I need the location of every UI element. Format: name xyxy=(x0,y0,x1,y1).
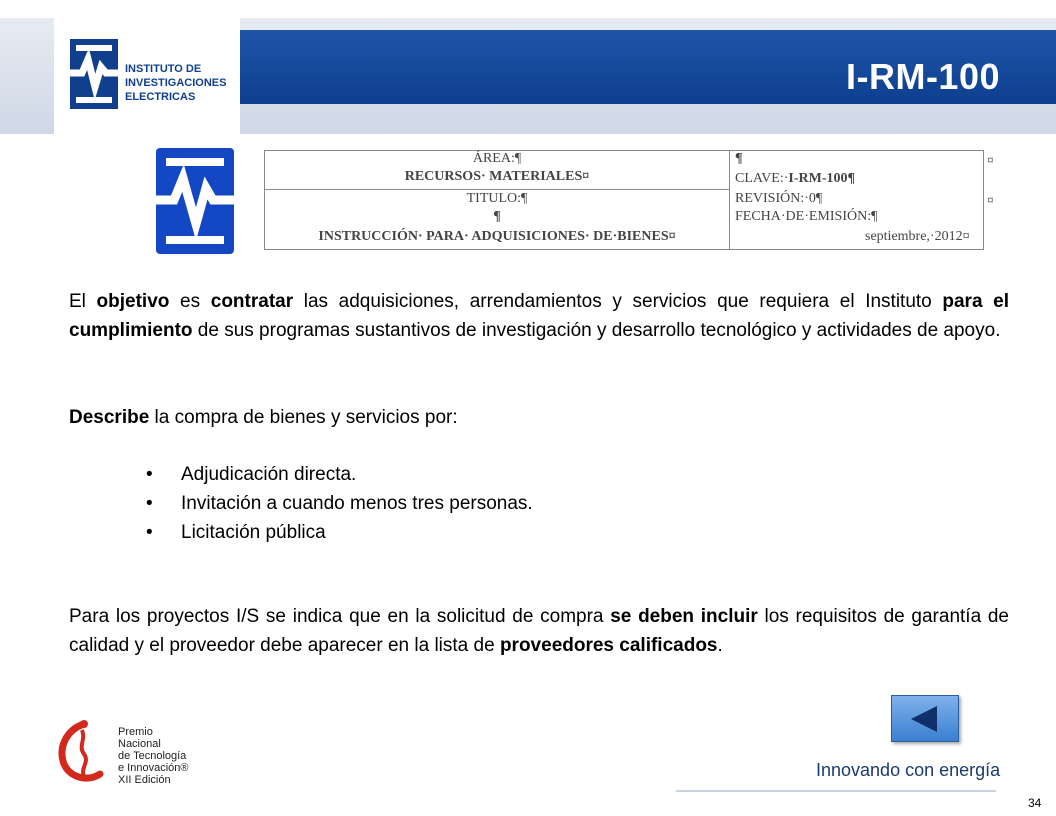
clave-field xyxy=(735,171,855,187)
revision-field: REVISIÓN:·0¶ xyxy=(735,191,823,206)
area-value: RECURSOS· MATERIALES¤ xyxy=(404,169,590,184)
clave-label: CLAVE:· xyxy=(735,171,789,186)
title-label: TITULO:¶ xyxy=(466,191,528,206)
left-triangle-icon xyxy=(911,706,937,732)
cell-marker: ¤ xyxy=(987,193,994,207)
iie-wave-logo-icon xyxy=(68,37,120,111)
projects-paragraph: Para los proyectos I/S se indica que en la solicitud de compra se deben incluir los requisitos de garantía de calidad y el proveedor debe aparecer en la lista de proveedores calificados. xyxy=(69,606,1010,656)
list-item: • Adjudicación directa. xyxy=(146,464,357,485)
list-item: • Invitación a cuando menos tres personas. xyxy=(146,493,533,514)
institution-logo xyxy=(54,18,240,134)
document-code-title: I-RM-100 xyxy=(845,56,1000,97)
table-divider xyxy=(265,189,729,190)
document-header-table xyxy=(264,150,994,250)
page-number: 34 xyxy=(1028,796,1042,810)
footer-divider xyxy=(676,790,996,792)
list-item: • Licitación pública xyxy=(146,522,326,543)
fecha-label: FECHA·DE·EMISIÓN:¶ xyxy=(735,209,878,224)
premio-nacional-text: Premio Nacional de Tecnología e Innovación® XII Edición xyxy=(118,726,189,786)
right-blank: ¶ xyxy=(735,151,743,166)
fecha-value: septiembre,·2012¤ xyxy=(865,229,970,244)
cell-marker: ¤ xyxy=(987,153,994,167)
back-button[interactable] xyxy=(891,695,959,742)
title-value: INSTRUCCIÓN· PARA· ADQUISICIONES· DE·BIENES¤ xyxy=(318,229,676,244)
institution-name: INSTITUTO DE INVESTIGACIONES ELECTRICAS xyxy=(125,63,227,103)
describe-paragraph: Describe la compra de bienes y servicios por: xyxy=(69,407,458,428)
area-label: ÁREA:¶ xyxy=(472,151,522,166)
title-blank: ¶ xyxy=(493,209,501,224)
clave-value: I-RM-100¶ xyxy=(788,171,856,186)
iie-document-logo-icon xyxy=(156,148,234,254)
objective-paragraph: El objetivo es contratar las adquisiciones, arrendamientos y servicios que requiera el Instituto para el cumplimiento de sus programas sustantivos de investigación y desarrollo tecnológico y actividades de apoyo. xyxy=(69,291,1009,341)
procurement-method-list xyxy=(146,460,533,547)
premio-nacional-logo-icon xyxy=(54,716,116,786)
tagline: Innovando con energía xyxy=(816,760,1001,780)
table-divider xyxy=(729,151,730,249)
